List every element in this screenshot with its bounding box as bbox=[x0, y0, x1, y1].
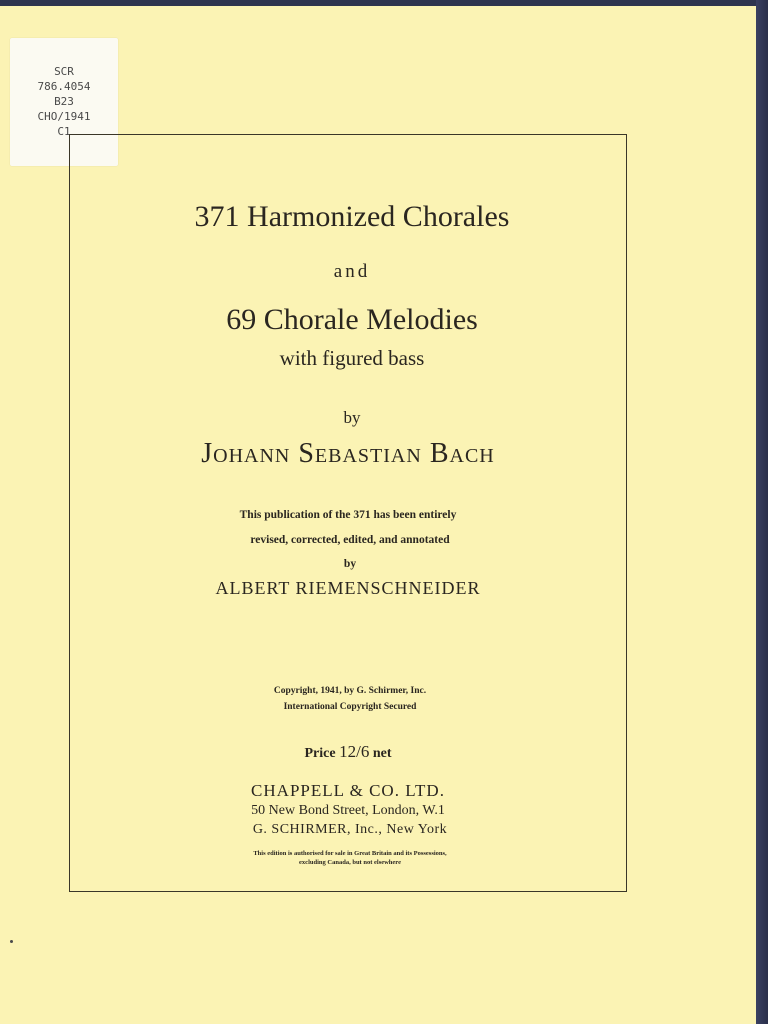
composer-by: by bbox=[343, 408, 361, 427]
editor-name: ALBERT RIEMENSCHNEIDER bbox=[215, 578, 481, 598]
label-line-2: 786.4054 bbox=[37, 80, 91, 93]
title-conjunction: and bbox=[333, 261, 371, 282]
price-amount: 12/6 bbox=[339, 742, 370, 761]
editor-by: by bbox=[343, 558, 357, 570]
price-suffix: net bbox=[372, 746, 392, 761]
edition-note-line-1: This publication of the 371 has been entirely bbox=[239, 509, 457, 521]
title-subtitle: with figured bass bbox=[279, 346, 425, 370]
title-line-2: 69 Chorale Melodies bbox=[226, 303, 478, 336]
us-publisher: G. SCHIRMER, Inc., New York bbox=[252, 822, 448, 837]
paper-speck bbox=[10, 940, 13, 943]
distribution-note-line-2: excluding Canada, but not elsewhere bbox=[299, 859, 401, 866]
copyright-line-1: Copyright, 1941, by G. Schirmer, Inc. bbox=[273, 686, 427, 696]
copyright-line-2: International Copyright Secured bbox=[283, 702, 417, 712]
label-line-3: B23 bbox=[54, 95, 74, 108]
distribution-note-line-1: This edition is authorised for sale in Great Britain and its Possessions, bbox=[253, 850, 447, 857]
cover-page bbox=[0, 6, 756, 1024]
edition-note-line-2: revised, corrected, edited, and annotated bbox=[250, 534, 450, 546]
composer-name: Johann Sebastian Bach bbox=[201, 438, 495, 469]
publisher-name: CHAPPELL & CO. LTD. bbox=[251, 781, 445, 800]
price-line bbox=[0, 742, 726, 762]
publisher-address: 50 New Bond Street, London, W.1 bbox=[251, 803, 445, 818]
label-line-1: SCR bbox=[54, 65, 74, 78]
label-line-5: C1 bbox=[57, 125, 71, 138]
right-backing-edge bbox=[756, 0, 768, 1024]
label-line-4: CHO/1941 bbox=[37, 110, 91, 123]
title-line-1: 371 Harmonized Chorales bbox=[194, 200, 510, 233]
price-label: Price bbox=[304, 746, 336, 761]
